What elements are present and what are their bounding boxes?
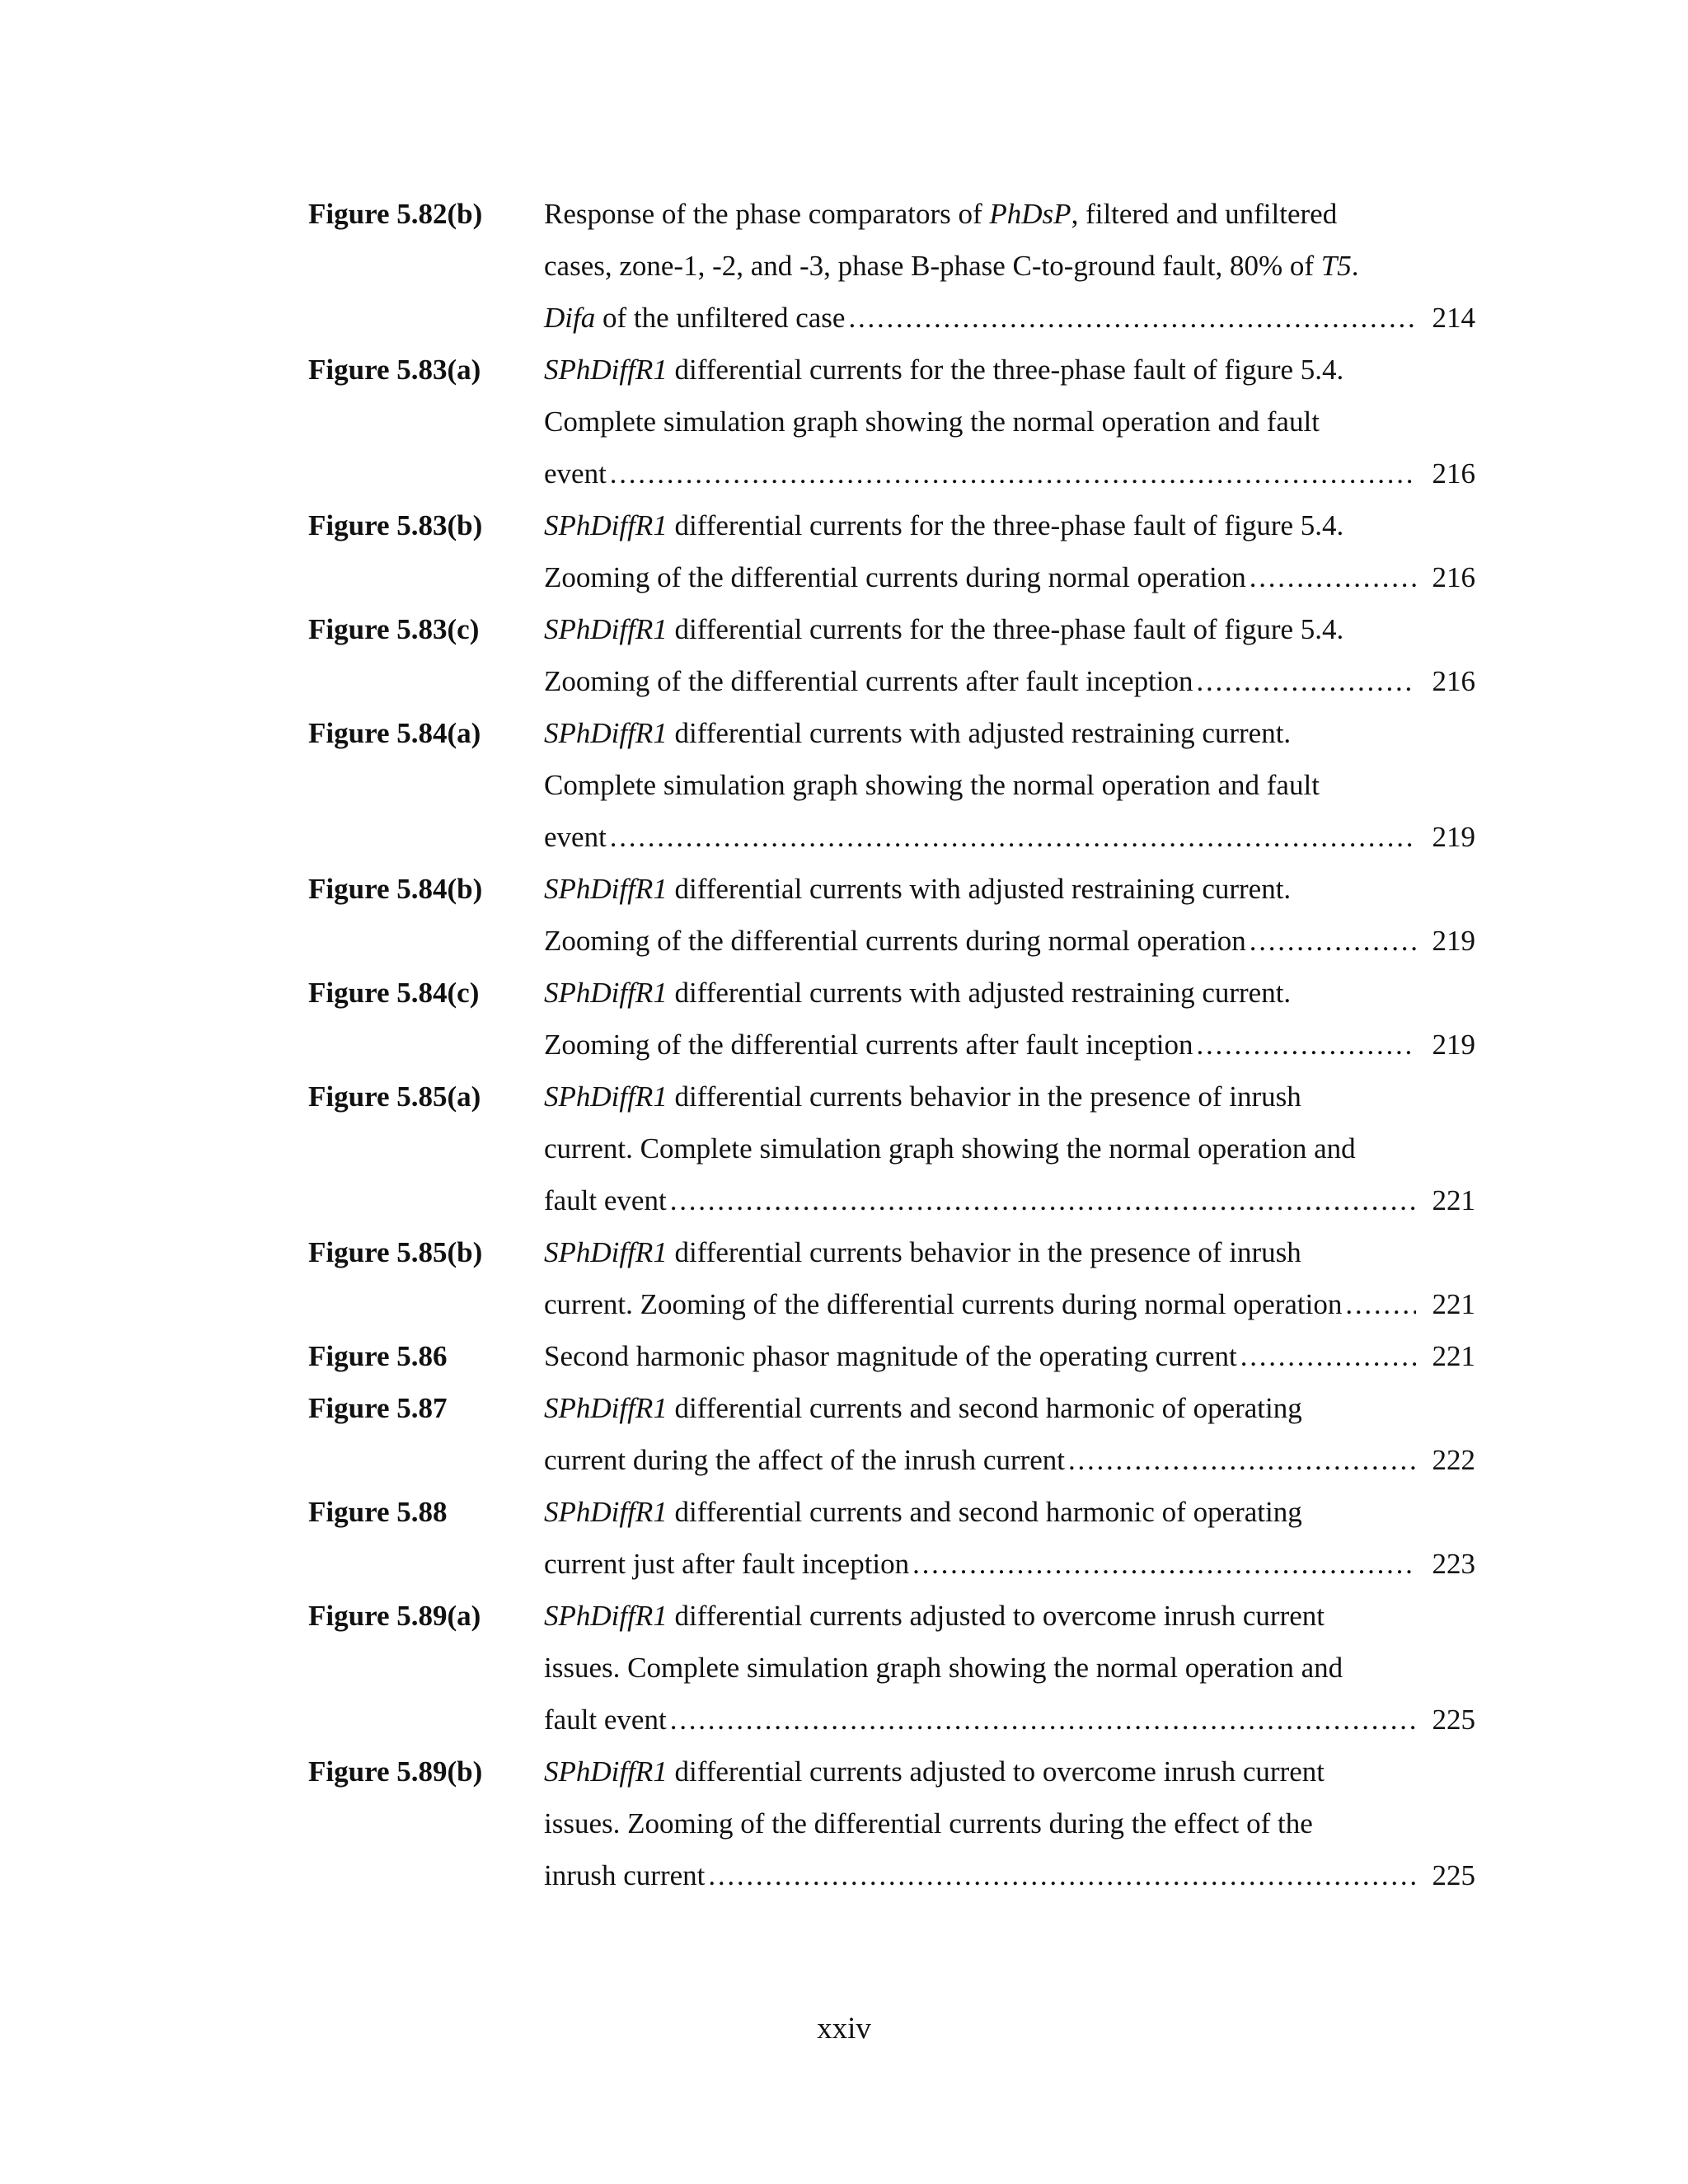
dot-leader	[610, 448, 1416, 499]
figure-caption	[544, 603, 1475, 707]
figure-caption	[544, 344, 1475, 499]
figure-label: Figure 5.83(c)	[308, 613, 480, 645]
caption-segment: differential currents with adjusted restraining current.	[667, 977, 1292, 1009]
figure-label: Figure 5.87	[308, 1392, 448, 1424]
caption-segment: .	[1351, 250, 1359, 282]
italic-term: SPhDiffR1	[544, 1236, 668, 1268]
caption-segment: differential currents behavior in the presence of inrush	[667, 1236, 1301, 1268]
italic-term: SPhDiffR1	[544, 1080, 668, 1113]
caption-segment: fault event	[544, 1184, 667, 1216]
figure-label: Figure 5.88	[308, 1496, 448, 1528]
italic-term: SPhDiffR1	[544, 1600, 668, 1632]
caption-segment: Zooming of the differential currents after fault inception	[544, 665, 1193, 697]
caption-segment: differential currents with adjusted restraining current.	[667, 873, 1292, 905]
caption-text	[544, 1392, 1302, 1424]
caption-segment: differential currents adjusted to overcome inrush current	[667, 1755, 1325, 1788]
caption-text	[544, 873, 1291, 905]
figure-entry[interactable]	[308, 1590, 1475, 1746]
italic-term: SPhDiffR1	[544, 717, 668, 749]
caption-line	[544, 1642, 1475, 1694]
caption-segment: current. Zooming of the differential currents during normal operation	[544, 1288, 1343, 1320]
caption-segment: event	[544, 457, 607, 490]
caption-text	[544, 354, 1343, 386]
figure-entry[interactable]	[308, 1330, 1475, 1382]
caption-text	[544, 1652, 1343, 1684]
page-reference[interactable]: 225	[1432, 1704, 1475, 1736]
figure-entry[interactable]	[308, 1486, 1475, 1590]
caption-segment: differential currents and second harmonic of operating	[667, 1496, 1302, 1528]
caption-line	[544, 1226, 1475, 1278]
caption-text	[544, 1278, 1342, 1330]
page-reference[interactable]: 216	[1432, 561, 1475, 593]
caption-last-line	[544, 811, 1475, 863]
figure-caption	[544, 1746, 1475, 1901]
page-reference[interactable]: 219	[1432, 925, 1475, 957]
list-of-figures	[308, 188, 1475, 1901]
page-reference[interactable]: 221	[1432, 1288, 1475, 1320]
caption-text	[544, 1600, 1325, 1632]
page-reference[interactable]: 221	[1432, 1340, 1475, 1372]
italic-term: SPhDiffR1	[544, 873, 668, 905]
caption-text	[544, 1019, 1193, 1071]
caption-segment: current during the affect of the inrush current	[544, 1444, 1066, 1476]
figure-label: Figure 5.85(a)	[308, 1080, 481, 1113]
caption-line	[544, 1122, 1475, 1174]
caption-segment: of the unfiltered case	[595, 302, 846, 334]
page-reference[interactable]: 219	[1432, 1029, 1475, 1061]
page-reference[interactable]: 225	[1432, 1859, 1475, 1891]
caption-text	[544, 1080, 1301, 1113]
italic-term: SPhDiffR1	[544, 1392, 668, 1424]
page-reference[interactable]: 216	[1432, 665, 1475, 697]
figure-caption	[544, 1590, 1475, 1746]
page-reference[interactable]: 214	[1432, 302, 1475, 334]
italic-term: SPhDiffR1	[544, 1496, 668, 1528]
caption-text	[544, 1330, 1237, 1382]
figure-caption	[544, 863, 1475, 967]
dot-leader	[1068, 1434, 1416, 1486]
caption-line	[544, 396, 1475, 448]
figure-entry[interactable]	[308, 863, 1475, 967]
page-number: xxiv	[817, 2012, 871, 2046]
dot-leader	[670, 1694, 1416, 1746]
caption-text	[544, 915, 1246, 967]
italic-term: SPhDiffR1	[544, 354, 668, 386]
caption-last-line	[544, 292, 1475, 344]
caption-last-line	[544, 1849, 1475, 1901]
caption-segment: differential currents for the three-phase fault of figure 5.4.	[667, 354, 1344, 386]
figure-caption	[544, 188, 1475, 344]
dot-leader	[1250, 551, 1416, 603]
italic-term: SPhDiffR1	[544, 613, 668, 645]
caption-line	[544, 188, 1475, 240]
caption-segment: differential currents behavior in the presence of inrush	[667, 1080, 1301, 1113]
figure-caption	[544, 1071, 1475, 1226]
caption-last-line	[544, 1174, 1475, 1226]
figure-caption	[544, 499, 1475, 603]
dot-leader	[1345, 1278, 1416, 1330]
caption-last-line	[544, 1434, 1475, 1486]
figure-caption	[544, 1330, 1475, 1382]
caption-text	[544, 448, 607, 499]
caption-text	[544, 613, 1343, 645]
caption-line	[544, 759, 1475, 811]
caption-last-line	[544, 915, 1475, 967]
caption-text	[544, 292, 845, 344]
caption-text	[544, 1694, 667, 1746]
figure-entry[interactable]	[308, 1382, 1475, 1486]
figure-entry[interactable]	[308, 344, 1475, 499]
caption-text	[544, 977, 1291, 1009]
caption-line	[544, 967, 1475, 1019]
italic-term: Difa	[544, 302, 596, 334]
caption-segment: differential currents adjusted to overcome inrush current	[667, 1600, 1325, 1632]
caption-line	[544, 1590, 1475, 1642]
caption-segment: differential currents for the three-phase fault of figure 5.4.	[667, 509, 1344, 541]
caption-segment: Complete simulation graph showing the normal operation and fault	[544, 405, 1320, 438]
figure-label: Figure 5.83(a)	[308, 354, 481, 386]
italic-term: SPhDiffR1	[544, 509, 668, 541]
caption-text	[544, 769, 1320, 801]
italic-term: SPhDiffR1	[544, 977, 668, 1009]
figure-label: Figure 5.84(c)	[308, 977, 480, 1009]
caption-text	[544, 1132, 1356, 1165]
caption-segment: current. Complete simulation graph showing the normal operation and	[544, 1132, 1356, 1165]
caption-text	[544, 1496, 1302, 1528]
caption-text	[544, 1236, 1301, 1268]
italic-term: SPhDiffR1	[544, 1755, 668, 1788]
caption-segment: event	[544, 821, 607, 853]
caption-line	[544, 1486, 1475, 1538]
caption-last-line	[544, 1278, 1475, 1330]
dot-leader	[1197, 1019, 1416, 1071]
caption-last-line	[544, 1330, 1475, 1382]
caption-segment: Complete simulation graph showing the normal operation and fault	[544, 769, 1320, 801]
figure-entry[interactable]	[308, 967, 1475, 1071]
caption-line	[544, 344, 1475, 396]
caption-text	[544, 509, 1343, 541]
figure-label: Figure 5.85(b)	[308, 1236, 483, 1268]
caption-text	[544, 1807, 1313, 1840]
italic-term: PhDsP	[989, 198, 1071, 230]
caption-text	[544, 811, 607, 863]
figure-entry[interactable]	[308, 1226, 1475, 1330]
figure-entry[interactable]	[308, 1746, 1475, 1901]
figure-caption	[544, 1226, 1475, 1330]
caption-last-line	[544, 1538, 1475, 1590]
caption-last-line	[544, 448, 1475, 499]
figure-entry[interactable]	[308, 603, 1475, 707]
caption-last-line	[544, 1694, 1475, 1746]
caption-line	[544, 1071, 1475, 1122]
caption-segment: cases, zone-1, -2, and -3, phase B-phase C-to-ground fault, 80% of	[544, 250, 1321, 282]
page-reference[interactable]: 221	[1432, 1184, 1475, 1216]
figure-label: Figure 5.86	[308, 1340, 448, 1372]
dot-leader	[912, 1538, 1416, 1590]
dot-leader	[848, 292, 1416, 344]
caption-segment: Zooming of the differential currents after fault inception	[544, 1029, 1193, 1061]
caption-segment: issues. Complete simulation graph showing the normal operation and	[544, 1652, 1343, 1684]
caption-segment: differential currents and second harmonic of operating	[667, 1392, 1302, 1424]
figure-entry[interactable]	[308, 707, 1475, 863]
caption-last-line	[544, 551, 1475, 603]
page-reference[interactable]: 216	[1432, 457, 1475, 490]
figure-label: Figure 5.89(a)	[308, 1600, 481, 1632]
dot-leader	[1197, 655, 1416, 707]
page-reference[interactable]: 223	[1432, 1548, 1475, 1580]
figure-entry[interactable]	[308, 499, 1475, 603]
caption-text	[544, 250, 1359, 282]
caption-text	[544, 198, 1337, 230]
caption-segment: Zooming of the differential currents during normal operation	[544, 925, 1246, 957]
caption-segment: differential currents with adjusted restraining current.	[667, 717, 1292, 749]
figure-caption	[544, 1486, 1475, 1590]
caption-segment: differential currents for the three-phase fault of figure 5.4.	[667, 613, 1344, 645]
caption-line	[544, 707, 1475, 759]
caption-line	[544, 1382, 1475, 1434]
dot-leader	[670, 1174, 1416, 1226]
figure-label: Figure 5.83(b)	[308, 509, 483, 541]
caption-text	[544, 405, 1320, 438]
caption-text	[544, 1849, 705, 1901]
caption-line	[544, 1797, 1475, 1849]
caption-segment: current just after fault inception	[544, 1548, 910, 1580]
caption-segment: fault event	[544, 1704, 667, 1736]
dot-leader	[1240, 1330, 1416, 1382]
figure-entry[interactable]	[308, 1071, 1475, 1226]
caption-segment: Second harmonic phasor magnitude of the operating current	[544, 1340, 1237, 1372]
caption-line	[544, 863, 1475, 915]
caption-segment: Response of the phase comparators of	[544, 198, 990, 230]
figure-label: Figure 5.84(b)	[308, 873, 483, 905]
caption-line	[544, 1746, 1475, 1797]
caption-text	[544, 655, 1193, 707]
page-reference[interactable]: 219	[1432, 821, 1475, 853]
figure-label: Figure 5.89(b)	[308, 1755, 483, 1788]
caption-text	[544, 551, 1246, 603]
figure-caption	[544, 967, 1475, 1071]
figure-caption	[544, 707, 1475, 863]
figure-entry[interactable]	[308, 188, 1475, 344]
caption-last-line	[544, 655, 1475, 707]
caption-segment: Zooming of the differential currents during normal operation	[544, 561, 1246, 593]
caption-segment: inrush current	[544, 1859, 706, 1891]
dot-leader	[1250, 915, 1416, 967]
caption-line	[544, 499, 1475, 551]
caption-text	[544, 717, 1291, 749]
dot-leader	[708, 1849, 1416, 1901]
caption-text	[544, 1434, 1065, 1486]
page-reference[interactable]: 222	[1432, 1444, 1475, 1476]
caption-segment: , filtered and unfiltered	[1071, 198, 1338, 230]
caption-segment: issues. Zooming of the differential currents during the effect of the	[544, 1807, 1313, 1840]
caption-line	[544, 603, 1475, 655]
caption-text	[544, 1755, 1325, 1788]
caption-text	[544, 1538, 909, 1590]
figure-caption	[544, 1382, 1475, 1486]
dot-leader	[610, 811, 1416, 863]
figure-label: Figure 5.82(b)	[308, 198, 483, 230]
caption-last-line	[544, 1019, 1475, 1071]
caption-line	[544, 240, 1475, 292]
figure-label: Figure 5.84(a)	[308, 717, 481, 749]
caption-text	[544, 1174, 667, 1226]
italic-term: T5	[1320, 250, 1352, 282]
